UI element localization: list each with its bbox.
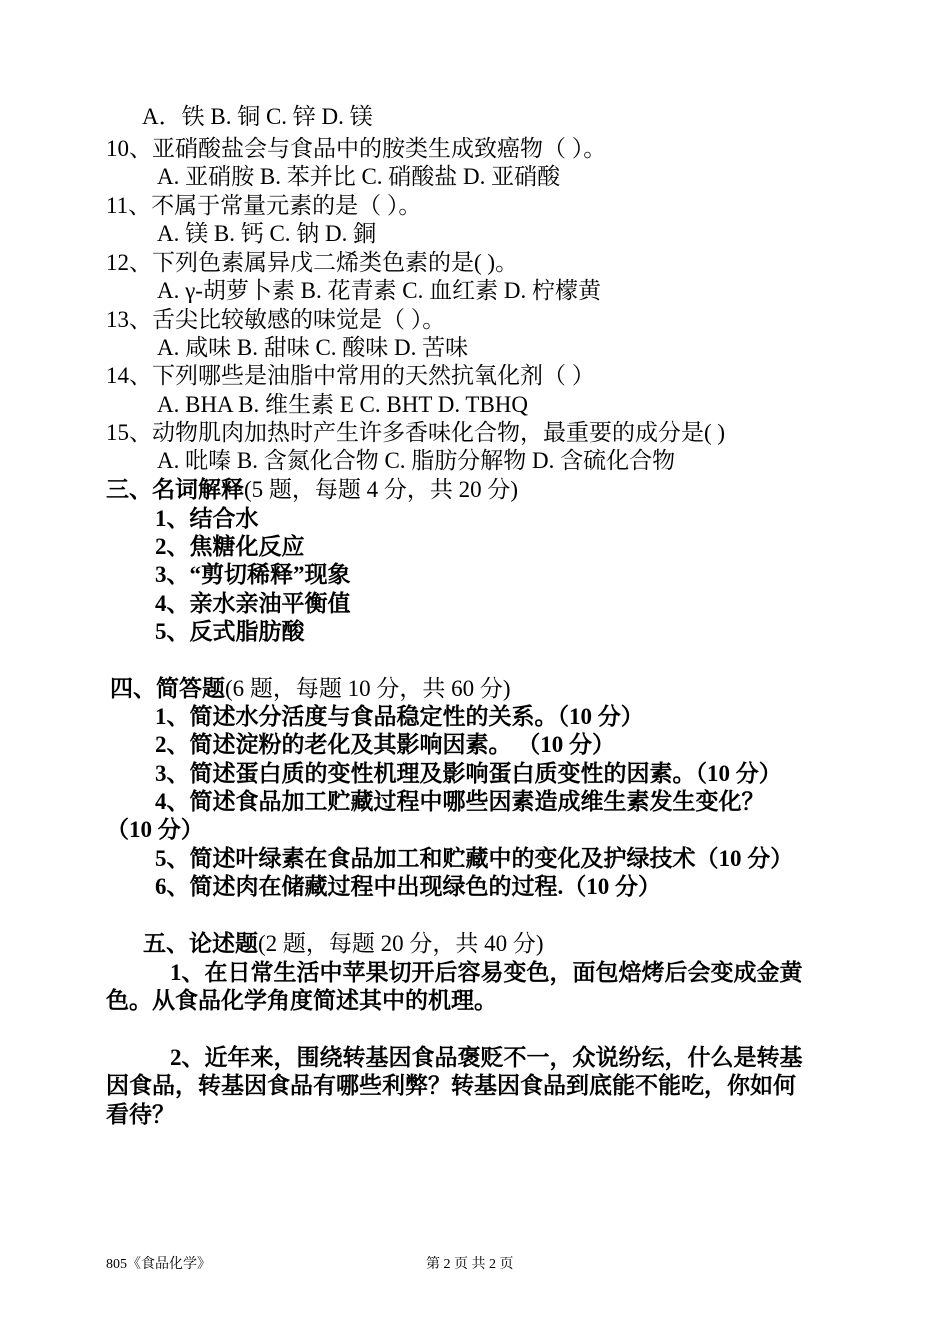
- essay-1-line: 色。从食品化学角度简述其中的机理。: [106, 988, 497, 1013]
- footer-page-number: 第 2 页 共 2 页: [426, 1257, 514, 1272]
- q12-stem: 12、下列色素属异戊二烯类色素的是( )。: [106, 250, 519, 275]
- section5-header: [143, 930, 544, 958]
- q14-stem: 14、下列哪些是油脂中常用的天然抗氧化剂（ ）: [106, 363, 595, 388]
- section4-item: 1、简述水分活度与食品稳定性的关系。（10 分）: [155, 704, 644, 729]
- section4-heading: 四、简答题: [110, 676, 225, 701]
- section3-item: 4、亲水亲油平衡值: [155, 591, 351, 616]
- section4-item-continuation: （10 分）: [106, 817, 204, 842]
- essay-2-line: 2、近年来，围绕转基因食品褒贬不一，众说纷纭，什么是转基: [170, 1045, 803, 1070]
- q11-stem: 11、不属于常量元素的是（ ）。: [106, 193, 422, 218]
- section3-item: 1、结合水: [155, 506, 259, 531]
- section3-item: 2、焦糖化反应: [155, 534, 305, 559]
- section4-item: 6、简述肉在储藏过程中出现绿色的过程.（10 分）: [155, 874, 661, 899]
- section3-item: 3、“剪切稀释”现象: [155, 562, 351, 587]
- footer-course: 805《食品化学》: [106, 1257, 211, 1272]
- section3-heading: 三、名词解释: [106, 477, 244, 502]
- q11-options: A. 镁 B. 钙 C. 钠 D. 銅: [157, 221, 377, 246]
- section3-item: 5、反式脂肪酸: [155, 619, 305, 644]
- q12-options: A. γ-胡萝卜素 B. 花青素 C. 血红素 D. 柠檬黄: [157, 278, 601, 303]
- section3-note: (5 题，每题 4 分，共 20 分): [244, 477, 519, 502]
- q13-options: A. 咸味 B. 甜味 C. 酸味 D. 苦味: [157, 335, 469, 360]
- section4-item: 3、简述蛋白质的变性机理及影响蛋白质变性的因素。（10 分）: [155, 761, 782, 786]
- q10-options: A. 亚硝胺 B. 苯并比 C. 硝酸盐 D. 亚硝酸: [157, 164, 561, 189]
- section4-item: 4、简述食品加工贮藏过程中哪些因素造成维生素发生变化？: [155, 789, 765, 814]
- section4-header: [110, 675, 511, 703]
- essay-2-line: 因食品，转基因食品有哪些利弊？转基因食品到底能不能吃，你如何: [106, 1073, 796, 1098]
- q13-stem: 13、舌尖比较敏感的味觉是（ ）。: [106, 307, 446, 332]
- section5-note: (2 题，每题 20 分，共 40 分): [258, 931, 544, 956]
- section3-header: [106, 476, 518, 504]
- section4-item: 5、简述叶绿素在食品加工和贮藏中的变化及护绿技术（10 分）: [155, 846, 794, 871]
- essay-2-line: 看待？: [106, 1102, 175, 1127]
- q10-stem: 10、亚硝酸盐会与食品中的胺类生成致癌物（ ）。: [106, 136, 607, 161]
- essay-1-line: 1、在日常生活中苹果切开后容易变色，面包焙烤后会变成金黄: [170, 960, 803, 985]
- q9-options: A．铁 B. 铜 C. 锌 D. 镁: [142, 104, 373, 129]
- section4-note: (6 题，每题 10 分，共 60 分): [225, 676, 511, 701]
- section5-heading: 五、论述题: [143, 931, 258, 956]
- q14-options: A. BHA B. 维生素 E C. BHT D. TBHQ: [157, 392, 529, 417]
- section4-item: 2、简述淀粉的老化及其影响因素。 （10 分）: [155, 732, 615, 757]
- q15-options: A. 吡嗪 B. 含氮化合物 C. 脂肪分解物 D. 含硫化合物: [157, 448, 676, 473]
- q15-stem: 15、动物肌肉加热时产生许多香味化合物，最重要的成分是( ): [106, 420, 726, 445]
